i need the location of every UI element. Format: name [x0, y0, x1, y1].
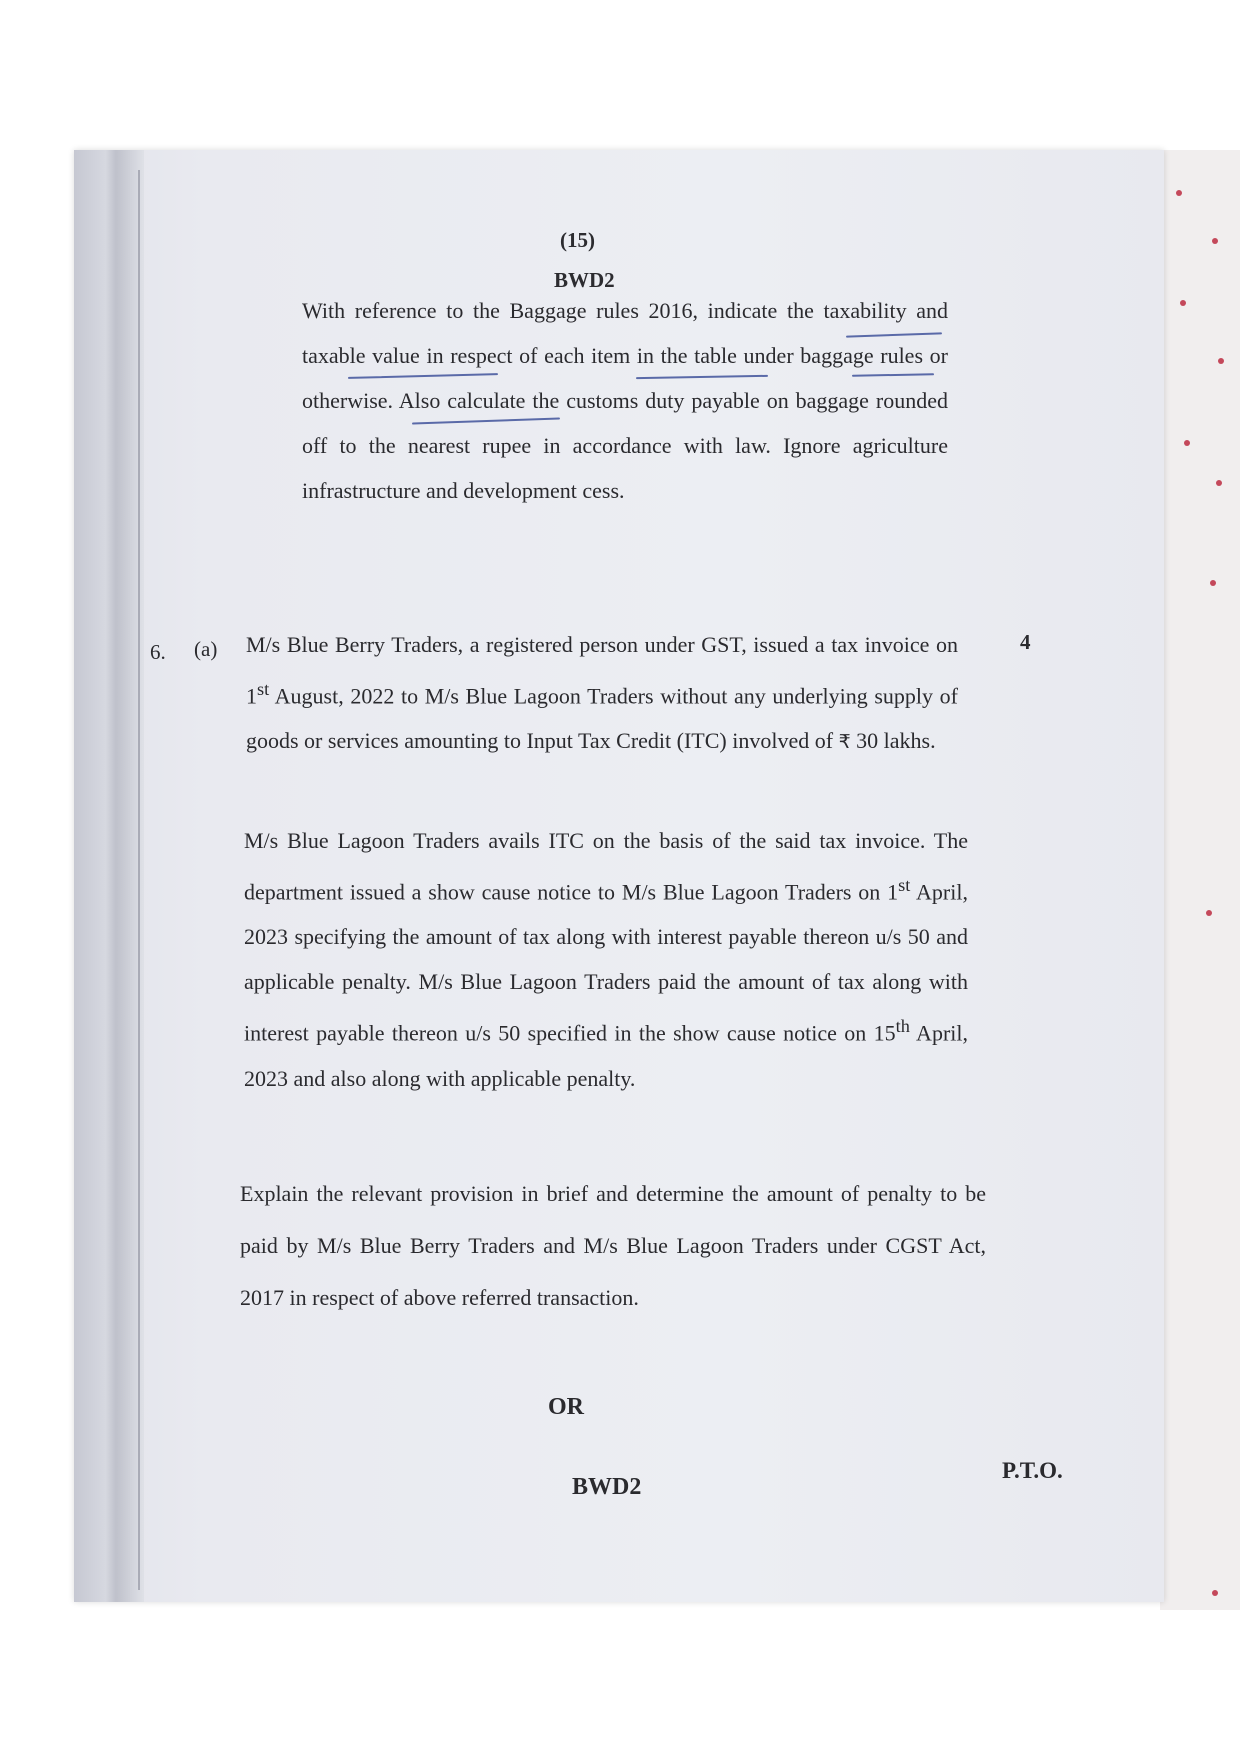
text-run: 30 lakhs.: [850, 728, 936, 754]
cloth-dot: [1180, 300, 1186, 306]
text-run: April, 2023 and also along with applicable penalty.: [244, 1020, 968, 1091]
ordinal-suffix: th: [895, 1016, 910, 1037]
ordinal-suffix: st: [257, 679, 270, 699]
cloth-dot: [1218, 358, 1224, 364]
question-paragraph-1: [246, 622, 958, 765]
cloth-dot: [1216, 480, 1222, 486]
cloth-dot: [1206, 910, 1212, 916]
book-spine: [74, 150, 144, 1602]
cloth-dot: [1176, 190, 1182, 196]
cloth-dot: [1212, 1590, 1218, 1596]
cloth-dot: [1184, 440, 1190, 446]
question-part-label: (a): [194, 637, 218, 661]
paper-code-header: BWD2: [554, 268, 615, 292]
text-run: August, 2022 to M/s Blue Lagoon Traders without any underlying supply of goods or services amounting to Input Tax Credit (ITC) involved of: [246, 683, 958, 754]
question-paragraph-3: Explain the relevant provision in brief and determine the amount of penalty to be paid by M/s Blue Berry Traders and M/s Blue Lagoon Traders under CGST Act, 2017 in respect of above referred transaction.: [240, 1181, 986, 1310]
text-run: M/s Blue Lagoon Traders avails ITC on the basis of the said tax invoice. The department issued a show cause notice to M/s Blue Lagoon Traders on 1: [244, 828, 968, 905]
paper-code-footer: BWD2: [572, 1474, 642, 1500]
cloth-dot: [1212, 238, 1218, 244]
page-number: (15): [560, 228, 595, 252]
cloth-dot: [1210, 580, 1216, 586]
question-marks: 4: [1020, 630, 1031, 654]
or-separator: OR: [548, 1394, 584, 1420]
pto-label: P.T.O.: [1002, 1458, 1063, 1483]
ordinal-suffix: st: [898, 875, 911, 895]
spine-fold-line: [138, 170, 140, 1590]
text-run: M/s Blue Berry Traders, a registered person under GST, issued a tax invoice on 1: [246, 632, 958, 709]
question-paragraph-2: [244, 818, 968, 1101]
rupee-symbol: ₹: [838, 731, 851, 754]
background-cloth: [1160, 150, 1240, 1610]
baggage-rules-paragraph: With reference to the Baggage rules 2016, indicate the taxability and taxable value in respect of each item in the table under baggage rules or otherwise. Also calculate the customs duty payable on baggage rounded off to the nearest rupee in accordance with law. Ignore agriculture infrastructure and development cess.: [302, 298, 948, 503]
text-run: April, 2023 specifying the amount of tax along with interest payable thereon u/s 50 and applicable penalty. M/s Blue Lagoon Traders paid the amount of tax along with interest payable thereon u/s 50 specified in the show cause notice on 15: [244, 879, 968, 1046]
question-number: 6.: [150, 640, 166, 664]
